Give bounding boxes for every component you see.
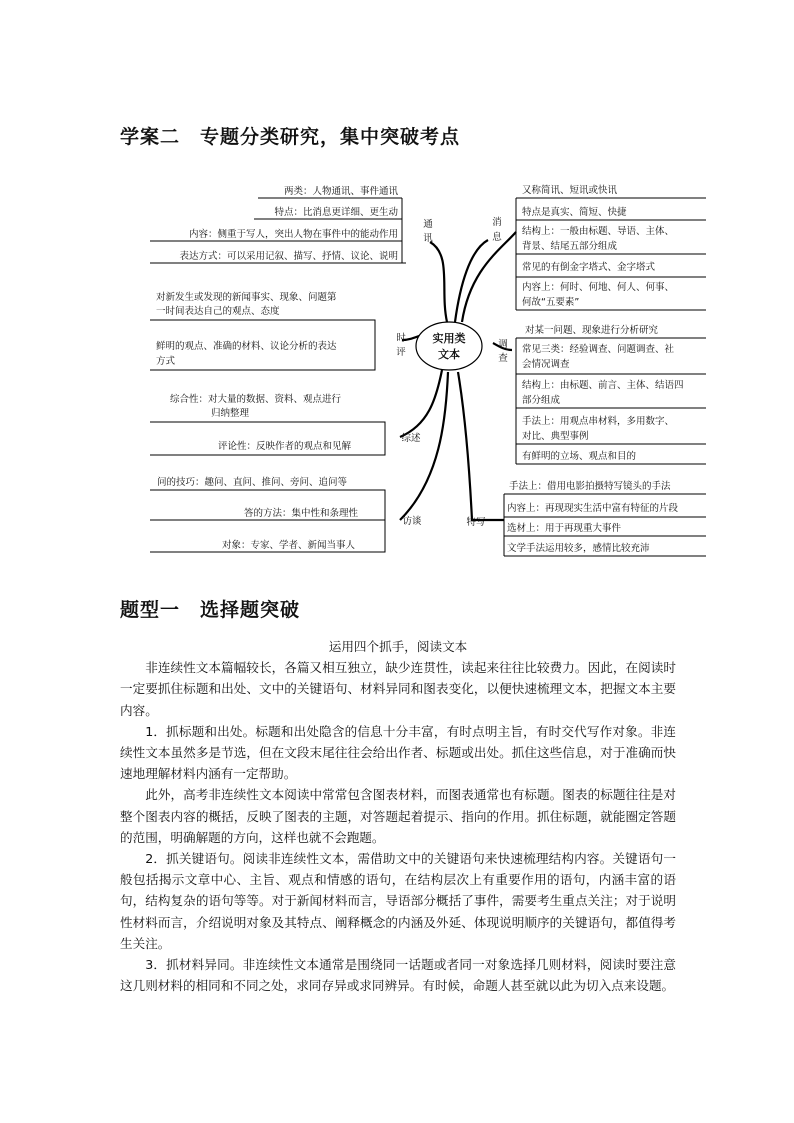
article-paragraph: 此外，高考非连续性文本阅读中常常包含图表材料，而图表通常也有标题。图表的标题往往是对整个图表内容的概括，反映了图表的主题，对答题起着提示、指向的作用。抓住标题，就能圈定答题的范围，明确解题的方向，这样也就不会跑题。: [120, 787, 676, 845]
article-paragraph: 3．抓材料异同。非连续性文本通常是围绕同一话题或者同一对象选择几则材料，阅读时要注意这几则材料的相同和不同之处，求同存异或求同辨异。有时候，命题人甚至就以此为切入点来设题。: [120, 957, 676, 994]
zongshu-item: 评论性：反映作者的观点和见解: [218, 441, 352, 452]
diaocha-item: 对某一问题、现象进行分析研究: [525, 325, 659, 336]
branch-tongxun-1: 通: [423, 219, 433, 230]
branch-diaocha-2: 查: [498, 353, 508, 364]
shiping-item: 方式: [156, 356, 176, 367]
texie-item: 内容上：再现现实生活中富有特征的片段: [507, 503, 679, 514]
xiaoxi-item: 背景、结尾五部分组成: [522, 241, 618, 252]
texie-item: 手法上：借用电影拍摄特写镜头的手法: [509, 481, 671, 492]
branch-shiping-2: 评: [396, 347, 406, 358]
article: [120, 636, 676, 996]
center-label-line2: 文本: [438, 348, 460, 361]
fangtan-item: 对象：专家、学者、新闻当事人: [222, 540, 356, 551]
tongxun-item: 特点：比消息更详细、更生动: [274, 207, 398, 218]
branch-diaocha-1: 调: [498, 339, 508, 350]
texie-item: 文学手法运用较多，感情比较充沛: [507, 543, 650, 554]
branch-tongxun-2: 讯: [423, 233, 433, 244]
diaocha-item: 常见三类：经验调查、问题调查、社: [522, 344, 675, 355]
article-paragraph: 非连续性文本篇幅较长，各篇又相互独立，缺少连贯性，读起来往往比较费力。因此，在阅读时一定要抓住标题和出处、文中的关键语句、材料异同和图表变化，以便快速梳理文本，把握文本主要内容。: [120, 660, 676, 718]
fangtan-item: 问的技巧：趣问、直问、推问、旁问、追问等: [157, 477, 348, 488]
section-title: 题型一 选择题突破: [120, 599, 301, 621]
center-label-line1: 实用类: [432, 332, 466, 345]
texie-item: 选材上：用于再现重大事件: [507, 523, 622, 534]
branch-fangtan: 访谈: [402, 516, 422, 527]
article-paragraph: 1．抓标题和出处。标题和出处隐含的信息十分丰富，有时点明主旨，有时交代写作对象。非连续性文本虽然多是节选，但在文段末尾往往会给出作者、标题或出处。抓住这些信息，对于准确而快速地理解材料内涵有一定帮助。: [120, 723, 676, 782]
xiaoxi-item: 特点是真实、简短、快捷: [522, 207, 627, 218]
page-title: 学案二 专题分类研究，集中突破考点: [120, 126, 461, 148]
branch-shiping-1: 时: [396, 333, 406, 344]
diaocha-item: 结构上：由标题、前言、主体、结语四: [522, 380, 684, 391]
article-paragraph: 2．抓关键语句。阅读非连续性文本，需借助文中的关键语句来快速梳理结构内容。关键语句一般包括揭示文章中心、主旨、观点和情感的语句，在结构层次上有重要作用的语句，内涵丰富的语句，结构复杂的语句等等。对于新闻材料而言，导语部分概括了事件，需要考生重点关注；对于说明性材料而言，介绍说明对象及其特点、阐释概念的内涵及外延、体现说明顺序的关键语句，都值得考生关注。: [120, 851, 676, 951]
diaocha-item: 会情况调查: [522, 359, 570, 370]
diaocha-item: 有鲜明的立场、观点和目的: [522, 451, 637, 462]
diaocha-item: 部分组成: [522, 395, 561, 406]
center-node: [416, 322, 482, 370]
diaocha-item: 手法上：用观点串材料，多用数字、: [522, 416, 675, 427]
xiaoxi-item: 又称简讯、短讯或快讯: [522, 185, 618, 196]
xiaoxi-item: 常见的有倒金字塔式、金字塔式: [522, 262, 656, 273]
zongshu-item: 综合性：对大量的数据、资料、观点进行: [170, 394, 342, 405]
tongxun-item: 两类：人物通讯、事件通讯: [283, 186, 398, 197]
tongxun-item: 内容：侧重于写人，突出人物在事件中的能动作用: [188, 229, 398, 240]
xiaoxi-item: 内容上：何时、何地、何人、何事、: [522, 282, 675, 293]
shiping-item: 对新发生或发现的新闻事实、现象、问题第: [156, 292, 337, 303]
branch-xiaoxi-1: 消: [492, 217, 502, 228]
fangtan-item: 答的方法：集中性和条理性: [244, 508, 359, 519]
shiping-item: 鲜明的观点、准确的材料、议论分析的表达: [156, 341, 337, 352]
diaocha-item: 对比、典型事例: [522, 431, 589, 442]
tongxun-item: 表达方式：可以采用记叙、描写、抒情、议论、说明: [179, 251, 398, 262]
branch-zongshu: 综述: [401, 433, 421, 444]
branch-texie: 特写: [466, 517, 486, 528]
article-subtitle: 运用四个抓手，阅读文本: [328, 639, 468, 654]
xiaoxi-item: 结构上：一般由标题、导语、主体、: [522, 226, 675, 237]
shiping-item: 一时间表达自己的观点、态度: [156, 306, 280, 317]
zongshu-item: 归纳整理: [211, 408, 250, 419]
xiaoxi-item: 何故“五要素”: [522, 297, 580, 308]
branch-xiaoxi-2: 息: [492, 232, 502, 243]
